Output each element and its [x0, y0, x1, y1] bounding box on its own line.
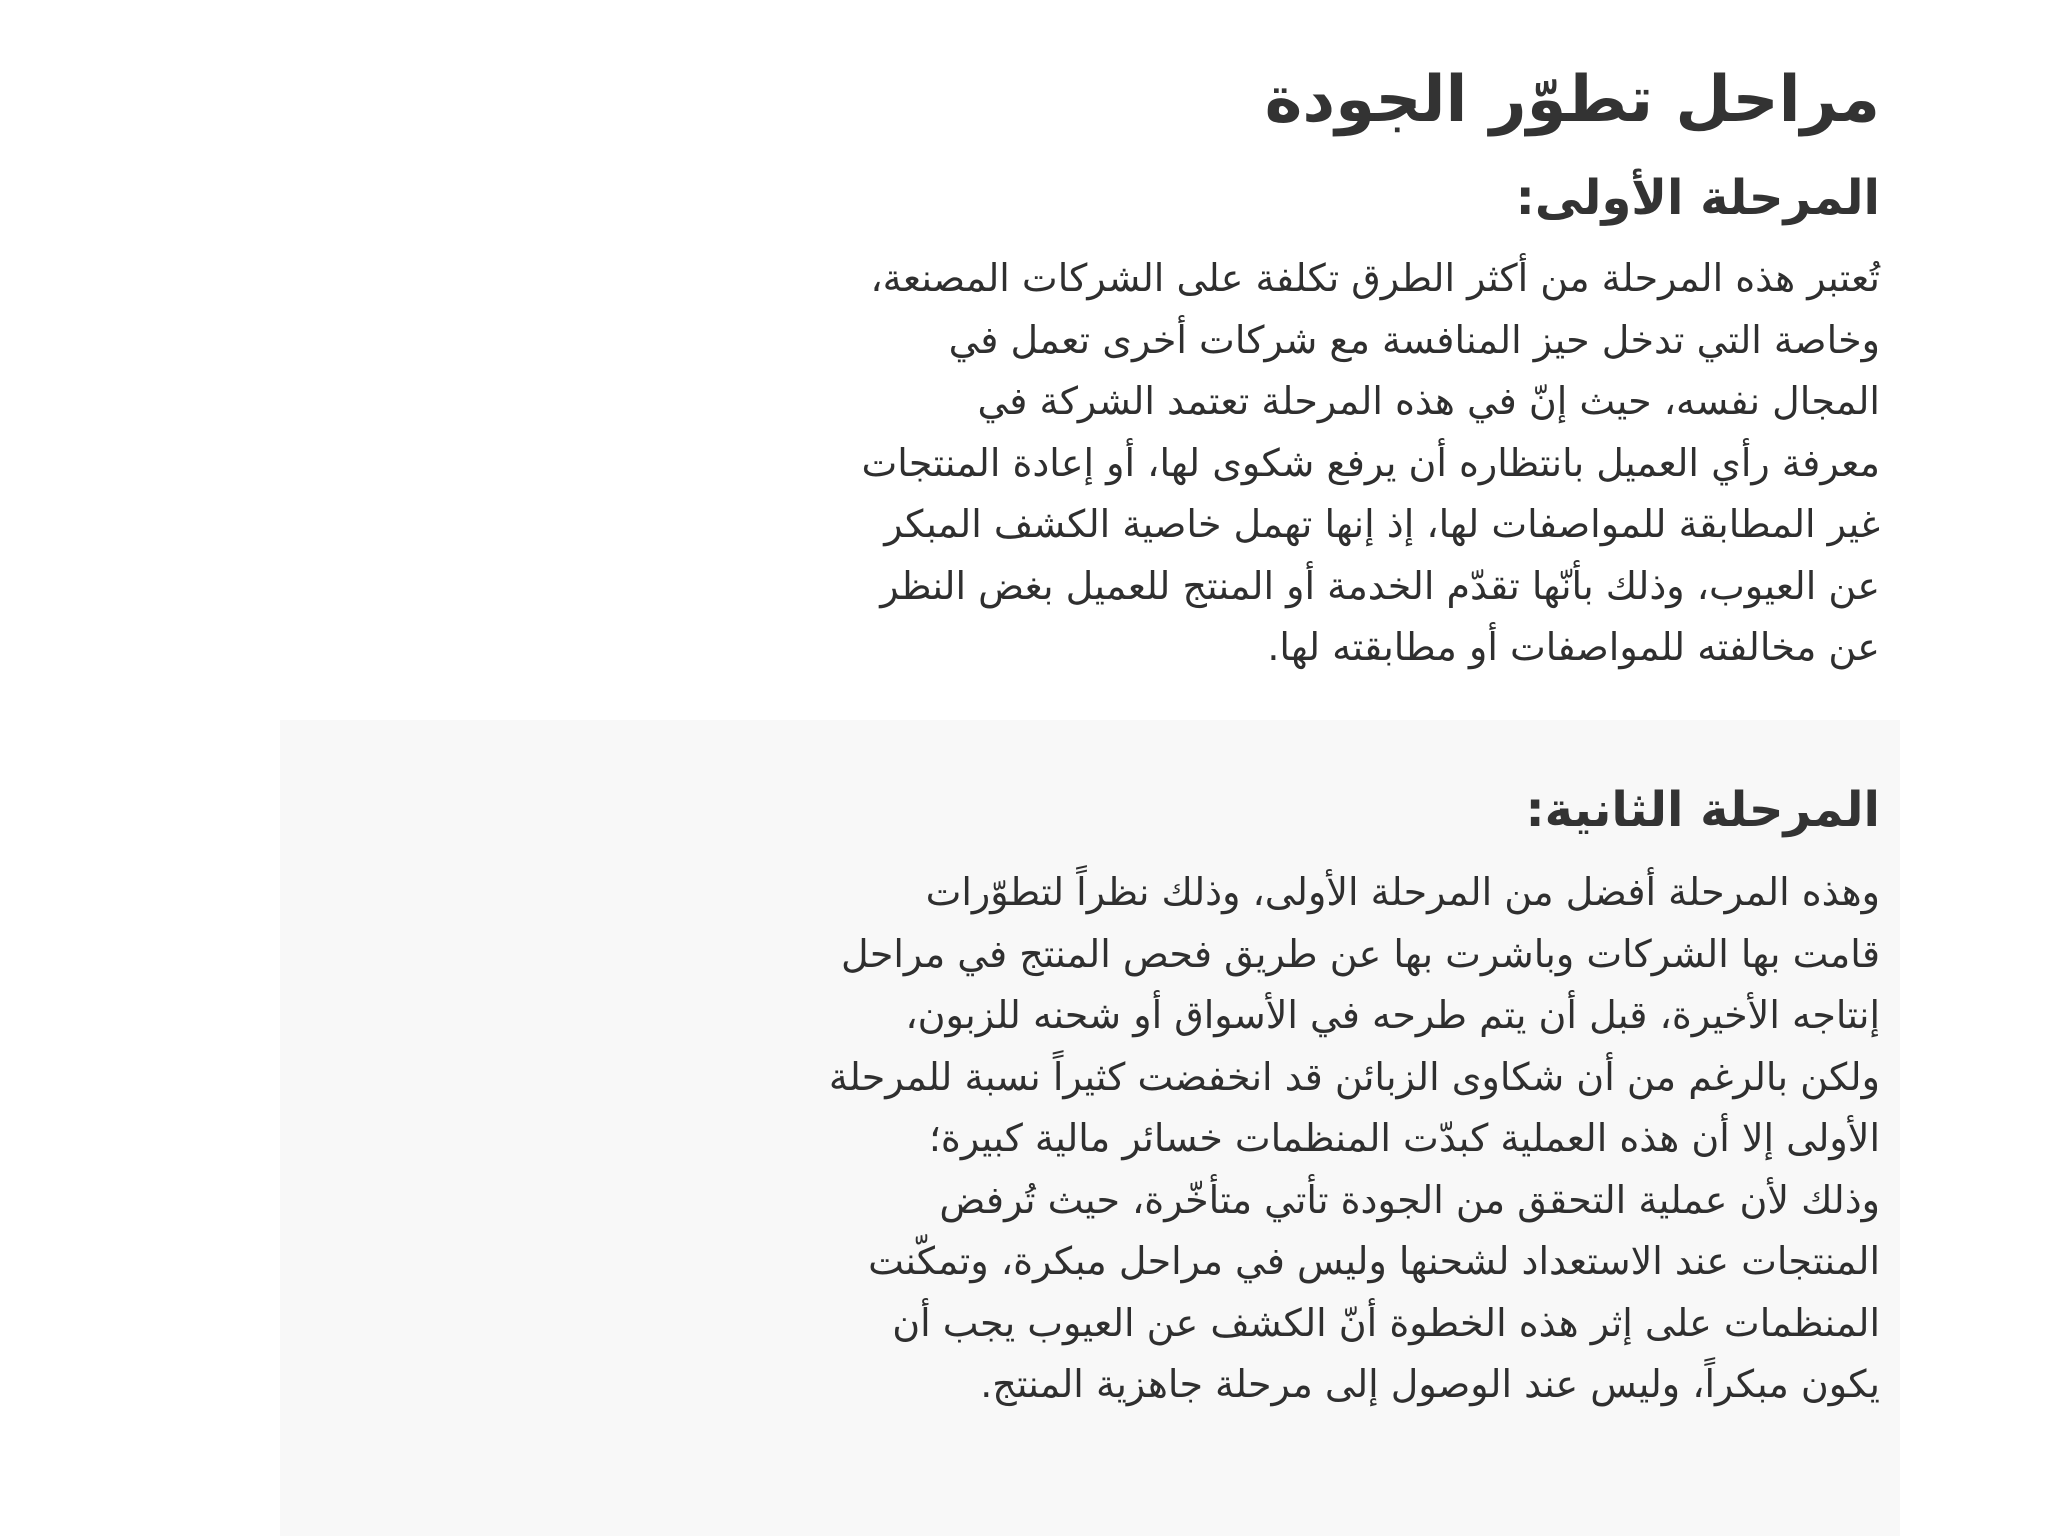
paragraph-line: ولكن بالرغم من أن شكاوى الزبائن قد انخفضت كثيراً نسبة للمرحلة [828, 1054, 1880, 1099]
paragraph-line: عن العيوب، وذلك بأنّها تقدّم الخدمة أو المنتج للعميل بغض النظر [880, 563, 1880, 608]
paragraph-line: المجال نفسه، حيث إنّ في هذه المرحلة تعتمد الشركة في [977, 379, 1880, 423]
paragraph-line: قامت بها الشركات وباشرت بها عن طريق فحص المنتج في مراحل [841, 931, 1880, 976]
article-title: مراحل تطوّر الجودة [1264, 63, 1880, 137]
paragraph-line: غير المطابقة للمواصفات لها، إذ إنها تهمل خاصية الكشف المبكر [884, 502, 1880, 546]
paragraph-line: إنتاجه الأخيرة، قبل أن يتم طرحه في الأسواق أو شحنه للزبون، [905, 993, 1880, 1037]
paragraph-line: تُعتبر هذه المرحلة من أكثر الطرق تكلفة على الشركات المصنعة، [870, 256, 1880, 300]
section-heading-stage-two: المرحلة الثانية: [1525, 782, 1880, 838]
paragraph-line: وهذه المرحلة أفضل من المرحلة الأولى، وذلك نظراً لتطوّرات [925, 870, 1880, 914]
paragraph-line: يكون مبكراً، وليس عند الوصول إلى مرحلة جاهزية المنتج. [980, 1362, 1880, 1406]
paragraph-line: معرفة رأي العميل بانتظاره أن يرفع شكوى لها، أو إعادة المنتجات [861, 440, 1880, 485]
paragraph-line: المنظمات على إثر هذه الخطوة أنّ الكشف عن العيوب يجب أن [892, 1300, 1880, 1345]
section-paragraph-stage-one [280, 248, 1880, 679]
paragraph-line: وخاصة التي تدخل حيز المنافسة مع شركات أخرى تعمل في [948, 317, 1880, 362]
paragraph-line: عن مخالفته للمواصفات أو مطابقته لها. [1267, 625, 1880, 669]
paragraph-line: الأولى إلا أن هذه العملية كبدّت المنظمات خسائر مالية كبيرة؛ [928, 1116, 1880, 1160]
paragraph-line: المنتجات عند الاستعداد لشحنها وليس في مراحل مبكرة، وتمكّنت [868, 1239, 1880, 1283]
section-paragraph-stage-two [280, 862, 1880, 1416]
paragraph-line: وذلك لأن عملية التحقق من الجودة تأتي متأخّرة، حيث تُرفض [939, 1177, 1880, 1222]
section-heading-stage-one: المرحلة الأولى: [1515, 170, 1880, 226]
